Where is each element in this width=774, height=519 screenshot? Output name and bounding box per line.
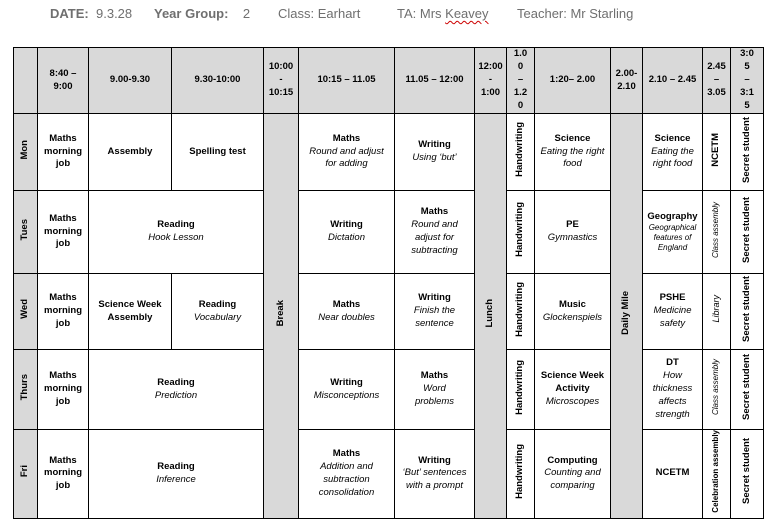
time-slot-12: 2.45 – 3.05 bbox=[703, 48, 731, 114]
day-row-mon bbox=[14, 114, 764, 191]
time-slot-3: 9.30-10:00 bbox=[172, 48, 264, 114]
year-group-field: Year Group: 2 bbox=[154, 6, 251, 21]
cell-wed-science-assembly: Science Week Assembly bbox=[89, 274, 172, 350]
time-slot-11: 2.10 – 2.45 bbox=[643, 48, 703, 114]
time-slot-10: 2.00- 2.10 bbox=[611, 48, 643, 114]
cell-mon-maths: Maths Round and adjust for adding bbox=[299, 114, 395, 191]
cell-tue-writing: Writing Dictation bbox=[299, 191, 395, 274]
time-slot-8: 1.0 0 – 1.2 0 bbox=[507, 48, 535, 114]
cell-fri-writing: Writing ‘But’ sentences with a prompt bbox=[395, 430, 475, 519]
cell-wed-handwriting: Handwriting bbox=[507, 274, 535, 350]
day-label-fri: Fri bbox=[14, 430, 38, 519]
teacher-field: Teacher: Mr Starling bbox=[517, 6, 634, 21]
day-row-fri bbox=[14, 430, 764, 519]
day-label-mon: Mon bbox=[14, 114, 38, 191]
cell-wed-secret: Secret student bbox=[731, 274, 764, 350]
cell-fri-ncetm: NCETM bbox=[643, 430, 703, 519]
cell-thu-class-assembly: Class assembly bbox=[703, 350, 731, 430]
cell-thu-writing: Writing Misconceptions bbox=[299, 350, 395, 430]
date-field: DATE: 9.3.28 bbox=[50, 6, 133, 21]
cell-tue-morning: Maths morning job bbox=[38, 191, 89, 274]
day-row-thu bbox=[14, 350, 764, 430]
cell-fri-secret: Secret student bbox=[731, 430, 764, 519]
lunch-cell: Lunch bbox=[475, 114, 507, 519]
cell-tue-secret: Secret student bbox=[731, 191, 764, 274]
time-slot-1: 8:40 – 9:00 bbox=[38, 48, 89, 114]
time-slot-6: 11.05 – 12:00 bbox=[395, 48, 475, 114]
cell-thu-secret: Secret student bbox=[731, 350, 764, 430]
cell-wed-reading: Reading Vocabulary bbox=[172, 274, 264, 350]
cell-mon-ncetm: NCETM bbox=[703, 114, 731, 191]
cell-mon-science: Science Eating the right food bbox=[535, 114, 611, 191]
time-slot-5: 10:15 – 11.05 bbox=[299, 48, 395, 114]
cell-mon-spelling: Spelling test bbox=[172, 114, 264, 191]
cell-fri-celebration: Celebration assembly bbox=[703, 430, 731, 519]
cell-wed-music: Music Glockenspiels bbox=[535, 274, 611, 350]
cell-tue-class-assembly: Class assembly bbox=[703, 191, 731, 274]
cell-tue-geography: Geography Geographical features of England bbox=[643, 191, 703, 274]
day-row-wed bbox=[14, 274, 764, 350]
cell-thu-morning: Maths morning job bbox=[38, 350, 89, 430]
daily-mile-cell: Daily Mile bbox=[611, 114, 643, 519]
day-row-tue bbox=[14, 191, 764, 274]
page-header bbox=[0, 0, 774, 30]
cell-fri-reading: Reading Inference bbox=[89, 430, 264, 519]
cell-thu-science-week: Science Week Activity Microscopes bbox=[535, 350, 611, 430]
corner-cell bbox=[14, 48, 38, 114]
cell-fri-maths: Maths Addition and subtraction consolidation bbox=[299, 430, 395, 519]
cell-mon-science-2: Science Eating the right food bbox=[643, 114, 703, 191]
cell-thu-reading: Reading Prediction bbox=[89, 350, 264, 430]
time-slot-2: 9.00-9.30 bbox=[89, 48, 172, 114]
cell-tue-handwriting: Handwriting bbox=[507, 191, 535, 274]
cell-fri-computing: Computing Counting and comparing bbox=[535, 430, 611, 519]
cell-mon-handwriting: Handwriting bbox=[507, 114, 535, 191]
cell-wed-writing: Writing Finish the sentence bbox=[395, 274, 475, 350]
cell-mon-writing: Writing Using ‘but’ bbox=[395, 114, 475, 191]
cell-mon-morning: Maths morning job bbox=[38, 114, 89, 191]
cell-wed-morning: Maths morning job bbox=[38, 274, 89, 350]
time-slot-4: 10:00 - 10:15 bbox=[264, 48, 299, 114]
timetable bbox=[13, 47, 764, 519]
cell-tue-pe: PE Gymnastics bbox=[535, 191, 611, 274]
cell-thu-handwriting: Handwriting bbox=[507, 350, 535, 430]
day-label-wed: Wed bbox=[14, 274, 38, 350]
break-cell: Break bbox=[264, 114, 299, 519]
cell-wed-maths: Maths Near doubles bbox=[299, 274, 395, 350]
cell-thu-maths: Maths Word problems bbox=[395, 350, 475, 430]
cell-tue-reading: Reading Hook Lesson bbox=[89, 191, 264, 274]
cell-mon-assembly: Assembly bbox=[89, 114, 172, 191]
day-label-thu: Thurs bbox=[14, 350, 38, 430]
cell-fri-morning: Maths morning job bbox=[38, 430, 89, 519]
time-header-row bbox=[14, 48, 764, 114]
time-slot-13: 3:0 5 – 3:1 5 bbox=[731, 48, 764, 114]
time-slot-7: 12:00 - 1:00 bbox=[475, 48, 507, 114]
ta-field: TA: Mrs Keavey bbox=[397, 6, 489, 21]
cell-mon-secret: Secret student bbox=[731, 114, 764, 191]
class-field: Class: Earhart bbox=[278, 6, 361, 21]
cell-thu-dt: DT How thickness affects strength bbox=[643, 350, 703, 430]
time-slot-9: 1:20– 2.00 bbox=[535, 48, 611, 114]
cell-fri-handwriting: Handwriting bbox=[507, 430, 535, 519]
cell-wed-pshe: PSHE Medicine safety bbox=[643, 274, 703, 350]
cell-wed-library: Library bbox=[703, 274, 731, 350]
day-label-tue: Tues bbox=[14, 191, 38, 274]
cell-tue-maths: Maths Round and adjust for subtracting bbox=[395, 191, 475, 274]
